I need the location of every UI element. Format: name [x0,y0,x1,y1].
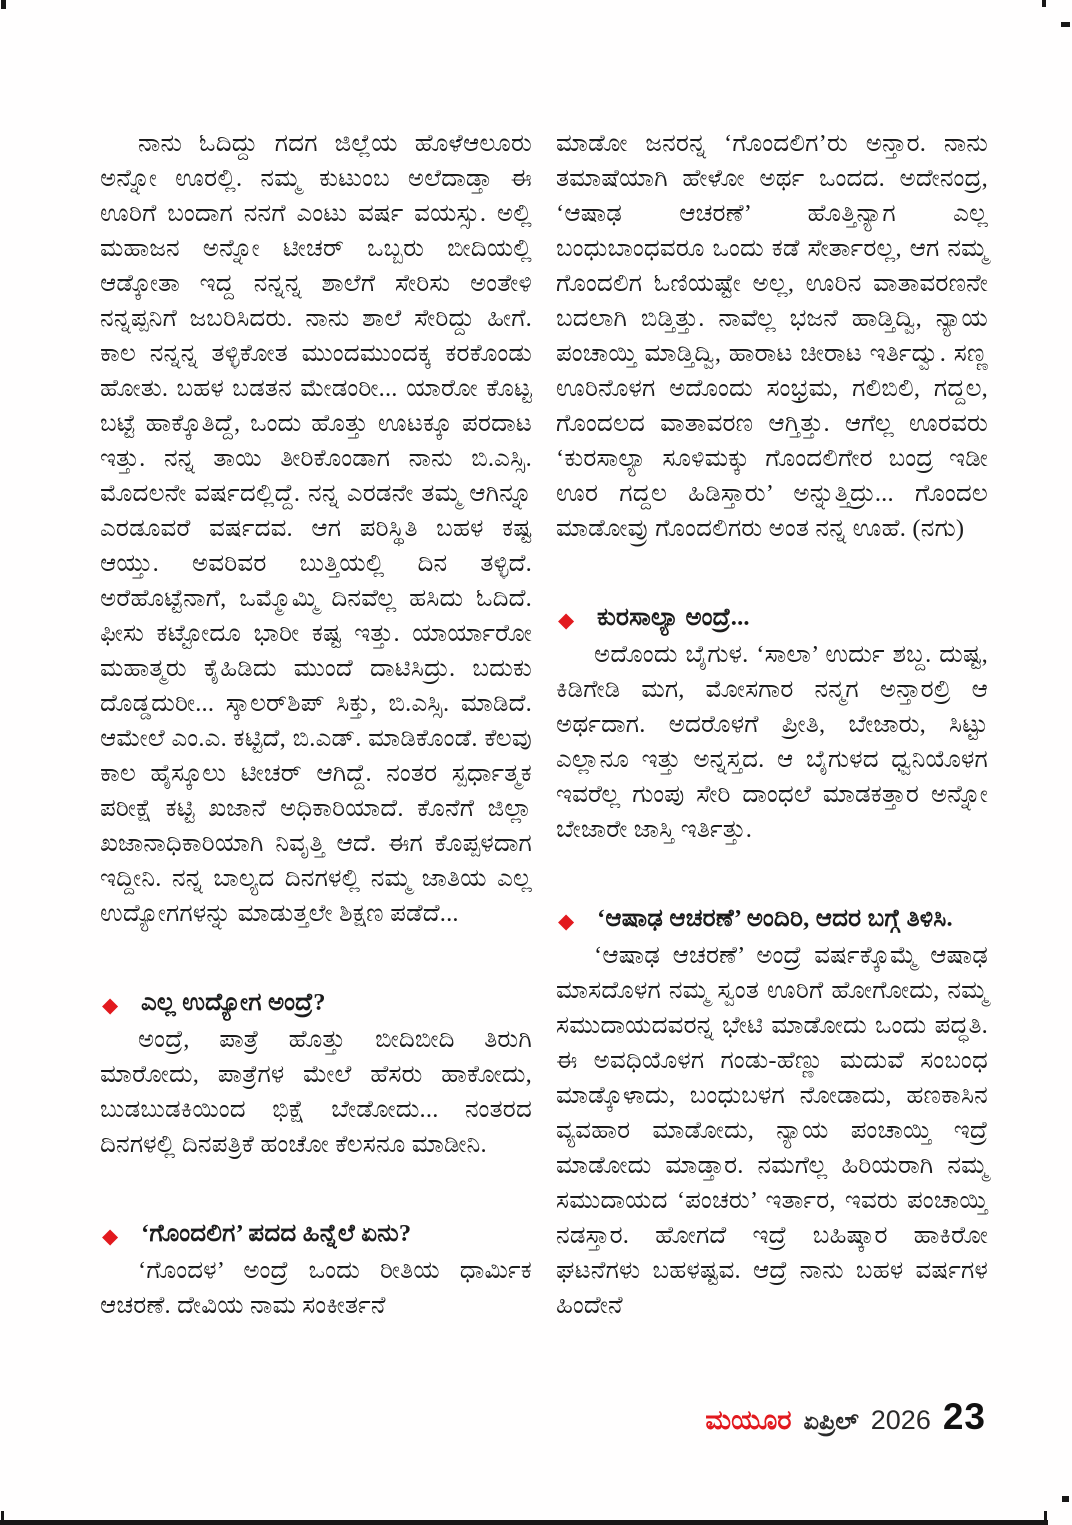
page-footer [705,1396,986,1438]
section-heading [556,600,988,635]
section-heading-label: ಎಲ್ಲ ಉದ್ಯೋಗ ಅಂದ್ರೆ? [141,989,326,1016]
crop-mark-bottom-right [1044,1511,1047,1525]
crop-mark-top-right [1042,0,1046,7]
section-heading [100,985,532,1020]
right-column [556,126,988,1323]
left-column [100,126,532,1323]
diamond-bullet-icon: ◆ [102,1224,119,1248]
section-heading-label: ‘ಆಷಾಢ ಆಚರಣೆ’ ಅಂದಿರಿ, ಆದರ ಬಗ್ಗೆ ತಿಳಿಸಿ. [597,905,953,932]
magazine-name: ಮಯೂರ [705,1405,792,1435]
section-heading [556,901,988,936]
crop-mark-right-square [1062,1496,1069,1502]
section-heading-label: ಕುರಸಾಲ್ಯಾ ಅಂದ್ರೆ... [597,604,750,631]
body-paragraph: ಅಂದ್ರೆ, ಪಾತ್ರೆ ಹೊತ್ತು ಬೀದಿಬೀದಿ ತಿರುಗಿ ಮಾರೋದು, ಪಾತ್ರೆಗಳ ಮೇಲೆ ಹೆಸರು ಹಾಕೋದು, ಬುಡಬುಡಕಿಯಿಂದ ಭಿಕ್ಷೆ ಬೇಡೋದು... ನಂತರದ ದಿನಗಳಲ್ಲಿ ದಿನಪತ್ರಿಕೆ ಹಂಚೋ ಕೆಲಸನೂ ಮಾಡೀನಿ. [100,1026,532,1158]
crop-mark-top-left [1,0,6,9]
article-body [100,126,988,1323]
section-heading-label: ‘ಗೊಂದಲಿಗ’ ಪದದ ಹಿನ್ನೆಲೆ ಏನು? [141,1220,412,1247]
body-paragraph: ಮಾಡೋ ಜನರನ್ನ ‘ಗೊಂದಲಿಗ’ರು ಅನ್ತಾರ. ನಾನು ತಮಾಷೆಯಾಗಿ ಹೇಳೋ ಅರ್ಥ ಒಂದದ. ಅದೇನಂದ್ರ, ‘ಆಷಾಢ ಆಚರಣೆ’ ಹೊತ್ತಿನ್ಯಾಗ ಎಲ್ಲ ಬಂಧುಬಾಂಧವರೂ ಒಂದು ಕಡೆ ಸೇರ್ತಾರಲ್ಲ, ಆಗ ನಮ್ಮ ಗೊಂದಲಿಗ ಓಣಿಯಷ್ಟೇ ಅಲ್ಲ, ಊರಿನ ವಾತಾವರಣನೇ ಬದಲಾಗಿ ಬಿಡ್ತಿತ್ತು. ನಾವೆಲ್ಲ ಭಜನೆ ಹಾಡ್ತಿದ್ವಿ, ನ್ಯಾಯ ಪಂಚಾಯ್ತಿ ಮಾಡ್ತಿದ್ವಿ, ಹಾರಾಟ ಚೀರಾಟ ಇರ್ತಿದ್ವು. ಸಣ್ಣ ಊರಿನೊಳಗ ಅದೊಂದು ಸಂಭ್ರಮ, ಗಲಿಬಿಲಿ, ಗದ್ದಲ, ಗೊಂದಲದ ವಾತಾವರಣ ಆಗ್ತಿತ್ತು. ಆಗೆಲ್ಲ ಊರವರು ‘ಕುರಸಾಲ್ಯಾ ಸೂಳಿಮಕ್ಕು ಗೊಂದಲಿಗೇರ ಬಂದ್ರ ಇಡೀ ಊರ ಗದ್ದಲ ಹಿಡಿಸ್ತಾರು’ ಅನ್ನುತ್ತಿದ್ರು... ಗೊಂದಲ ಮಾಡೋವ್ರು ಗೊಂದಲಿಗರು ಅಂತ ನನ್ನ ಊಹೆ. (ನಗು) [556,130,988,542]
section-heading [100,1216,532,1251]
diamond-bullet-icon: ◆ [102,993,119,1017]
body-paragraph: ನಾನು ಓದಿದ್ದು ಗದಗ ಜಿಲ್ಲೆಯ ಹೊಳೆಆಲೂರು ಅನ್ನೋ ಊರಲ್ಲಿ. ನಮ್ಮ ಕುಟುಂಬ ಅಲೆದಾಡ್ತಾ ಈ ಊರಿಗೆ ಬಂದಾಗ ನನಗೆ ಎಂಟು ವರ್ಷ ವಯಸ್ಸು. ಅಲ್ಲಿ ಮಹಾಜನ ಅನ್ನೋ ಟೀಚರ್ ಒಬ್ಬರು ಬೀದಿಯಲ್ಲಿ ಆಡ್ಕೋತಾ ಇದ್ದ ನನ್ನನ್ನ ಶಾಲೆಗೆ ಸೇರಿಸು ಅಂತೇಳಿ ನನ್ನಪ್ಪನಿಗೆ ಜಬರಿಸಿದರು. ನಾನು ಶಾಲೆ ಸೇರಿದ್ದು ಹೀಗೆ. ಕಾಲ ನನ್ನನ್ನ ತಳ್ಳಿಕೋತ ಮುಂದಮುಂದಕ್ಕ ಕರಕೊಂಡು ಹೋತು. ಬಹಳ ಬಡತನ ಮೇಡಂರೀ... ಯಾರೋ ಕೊಟ್ಟ ಬಟ್ಟೆ ಹಾಕ್ಕೊತಿದ್ದೆ, ಒಂದು ಹೊತ್ತು ಊಟಕ್ಕೂ ಪರದಾಟ ಇತ್ತು. ನನ್ನ ತಾಯಿ ತೀರಿಕೊಂಡಾಗ ನಾನು ಬಿ.ಎಸ್ಸಿ. ಮೊದಲನೇ ವರ್ಷದಲ್ಲಿದ್ದೆ. ನನ್ನ ಎರಡನೇ ತಮ್ಮ ಆಗಿನ್ನೂ ಎರಡೂವರೆ ವರ್ಷದವ. ಆಗ ಪರಿಸ್ಥಿತಿ ಬಹಳ ಕಷ್ಟ ಆಯ್ತು. ಅವರಿವರ ಬುತ್ತಿಯಲ್ಲಿ ದಿನ ತಳ್ಳಿದೆ. ಅರೆಹೊಟ್ಟೆನಾಗೆ, ಒಮ್ಮೊಮ್ಮಿ ದಿನವೆಲ್ಲ ಹಸಿದು ಓದಿದೆ. ಫೀಸು ಕಟ್ಟೋದೂ ಭಾರೀ ಕಷ್ಟ ಇತ್ತು. ಯಾರ್ಯಾರೋ ಮಹಾತ್ಮರು ಕೈಹಿಡಿದು ಮುಂದೆ ದಾಟಿಸಿದ್ರು. ಬದುಕು ದೊಡ್ಡದುರೀ... ಸ್ಕಾಲರ್‌ಶಿಪ್ ಸಿಕ್ತು, ಬಿ.ಎಸ್ಸಿ. ಮಾಡಿದೆ. ಆಮೇಲೆ ಎಂ.ಎ. ಕಟ್ಟಿದೆ, ಬಿ.ಎಡ್. ಮಾಡಿಕೊಂಡೆ. ಕೆಲವು ಕಾಲ ಹೈಸ್ಕೂಲು ಟೀಚರ್ ಆಗಿದ್ದೆ. ನಂತರ ಸ್ಪರ್ಧಾತ್ಮಕ ಪರೀಕ್ಷೆ ಕಟ್ಟಿ ಖಜಾನೆ ಅಧಿಕಾರಿಯಾದೆ. ಕೊನೆಗೆ ಜಿಲ್ಲಾ ಖಜಾನಾಧಿಕಾರಿಯಾಗಿ ನಿವೃತ್ತಿ ಆದೆ. ಈಗ ಕೊಪ್ಪಳದಾಗ ಇದ್ದೀನಿ. ನನ್ನ ಬಾಲ್ಯದ ದಿನಗಳಲ್ಲಿ ನಮ್ಮ ಜಾತಿಯ ಎಲ್ಲ ಉದ್ಯೋಗಗಳನ್ನು ಮಾಡುತ್ತಲೇ ಶಿಕ್ಷಣ ಪಡೆದೆ... [100,130,532,927]
footer-year: 2026 [870,1405,931,1435]
diamond-bullet-icon: ◆ [558,608,575,632]
diamond-bullet-icon: ◆ [558,909,575,933]
page-bottom-edge-line [0,1520,1048,1525]
body-paragraph: ಅದೊಂದು ಬೈಗುಳ. ‘ಸಾಲಾ’ ಉರ್ದು ಶಬ್ದ. ದುಷ್ಟ, ಕಿಡಿಗೇಡಿ ಮಗ, ಮೋಸಗಾರ ನನ್ಮಗ ಅನ್ತಾರಲ್ರಿ ಆ ಅರ್ಥದಾಗ. ಅದರೊಳಗೆ ಪ್ರೀತಿ, ಬೇಜಾರು, ಸಿಟ್ಟು ಎಲ್ಲಾನೂ ಇತ್ತು ಅನ್ನಸ್ತದ. ಆ ಬೈಗುಳದ ಧ್ವನಿಯೊಳಗ ಇವರೆಲ್ಲ ಗುಂಪು ಸೇರಿ ದಾಂಧಲೆ ಮಾಡಕತ್ತಾರ ಅನ್ನೋ ಬೇಜಾರೇ ಜಾಸ್ತಿ ಇರ್ತಿತ್ತು. [556,641,988,843]
body-paragraph: ‘ಗೊಂದಳ’ ಅಂದ್ರೆ ಒಂದು ರೀತಿಯ ಧಾರ್ಮಿಕ ಆಚರಣೆ. ದೇವಿಯ ನಾಮ ಸಂಕೀರ್ತನೆ [100,1257,532,1319]
body-paragraph: ‘ಆಷಾಢ ಆಚರಣೆ’ ಅಂದ್ರೆ ವರ್ಷಕ್ಕೊಮ್ಮೆ ಆಷಾಢ ಮಾಸದೊಳಗ ನಮ್ಮ ಸ್ವಂತ ಊರಿಗೆ ಹೋಗೋದು, ನಮ್ಮ ಸಮುದಾಯದವರನ್ನ ಭೇಟಿ ಮಾಡೋದು ಒಂದು ಪದ್ಧತಿ. ಈ ಅವಧಿಯೊಳಗ ಗಂಡು-ಹೆಣ್ಣು ಮದುವೆ ಸಂಬಂಧ ಮಾಡ್ಕೊಳಾದು, ಬಂಧುಬಳಗ ನೋಡಾದು, ಹಣಕಾಸಿನ ವ್ಯವಹಾರ ಮಾಡೋದು, ನ್ಯಾಯ ಪಂಚಾಯ್ತಿ ಇದ್ರೆ ಮಾಡೋದು ಮಾಡ್ತಾರ. ನಮಗೆಲ್ಲ ಹಿರಿಯರಾಗಿ ನಮ್ಮ ಸಮುದಾಯದ ‘ಪಂಚರು’ ಇರ್ತಾರ, ಇವರು ಪಂಚಾಯ್ತಿ ನಡಸ್ತಾರ. ಹೋಗದೆ ಇದ್ರೆ ಬಹಿಷ್ಕಾರ ಹಾಕಿರೋ ಘಟನೆಗಳು ಬಹಳಷ್ಟವ. ಆದ್ರೆ ನಾನು ಬಹಳ ವರ್ಷಗಳ ಹಿಂದೇನೆ [556,942,988,1319]
page-number: 23 [942,1396,986,1437]
crop-mark-bottom-left [1,1511,4,1525]
crop-mark-right-dash [1061,22,1070,27]
footer-month: ಏಪ್ರಿಲ್ [803,1408,859,1435]
